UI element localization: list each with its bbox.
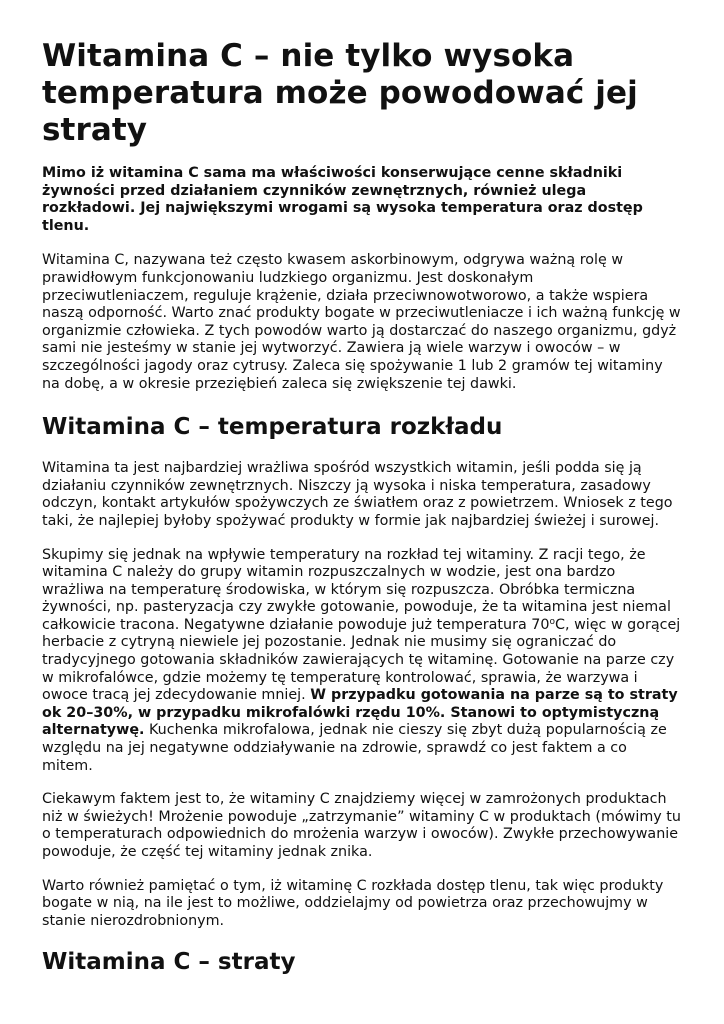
article-lead: Mimo iż witamina C sama ma właściwości konserwujące cenne składniki żywności przed działaniem czynników zewnętrznych, również ulega rozkładowi. Jej największymi wrogami są wysoka temperatura oraz dostęp tlenu. <box>42 165 643 234</box>
section-heading-losses: Witamina C – straty <box>42 949 296 976</box>
paragraph-temperature-text-a: Skupimy się jednak na wpływie temperatury na rozkład tej witaminy. Z racji tego, że witamina C należy do grupy witamin rozpuszczalnych w wodzie, jest ona bardzo wrażliwa na temperaturę środowiska, w którym się rozpuszcza. Obróbka termiczna żywności, np. pasteryzacja czy zwykłe gotowanie, powoduje, że ta witamina jest niemal całkowicie tracona. Negatywne działanie powoduje już temperatura 70 <box>42 546 671 633</box>
paragraph-temperature-text-c: Kuchenka mikrofalowa, jednak nie cieszy się zbyt dużą popularnością ze względu na jej negatywne oddziaływanie na zdrowie, sprawdź co jest faktem a co mitem. <box>42 722 667 774</box>
paragraph-freezing: Ciekawym faktem jest to, że witaminy C znajdziemy więcej w zamrożonych produktach niż w świeżych! Mrożenie powoduje „zatrzymanie” witaminy C w produktach (mówimy tu o temperaturach odpowiednich do mrożenia warzyw i owoców). Zwykłe przechowywanie powoduje, że część tej witaminy jednak znika. <box>42 791 681 860</box>
paragraph-temperature-text-b: C, więc w gorącej herbacie z cytryną niewiele jej pozostanie. Jednak nie musimy się ograniczać do tradycyjnego gotowania składników zawierających tę witaminę. Gotowanie na parze czy w mikrofalówce, gdzie możemy tę temperaturę kontrolować, sprawia, że warzywa i owoce tracą jej zdecydowanie mniej. <box>42 616 681 704</box>
paragraph-temperature <box>42 547 682 776</box>
paragraph-sensitivity: Witamina ta jest najbardziej wrażliwa spośród wszystkich witamin, jeśli podda się ją działaniu czynników zewnętrznych. Niszczy ją wysoka i niska temperatura, zasadowy odczyn, kontakt artykułów spożywczych ze światłem oraz z powietrzem. Wniosek z tego taki, że najlepiej byłoby spożywać produkty w formie jak najbardziej świeżej i surowej. <box>42 460 673 529</box>
article-title: Witamina C – nie tylko wysoka temperatura może powodować jej straty <box>42 38 638 148</box>
paragraph-temperature-highlight: W przypadku gotowania na parze są to straty ok 20–30%, w przypadku mikrofalówki rzędu 10%. Stanowi to optymistyczną alternatywę. <box>42 687 678 739</box>
paragraph-oxygen: Warto również pamiętać o tym, iż witaminę C rozkłada dostęp tlenu, tak więc produkty bogate w nią, na ile jest to możliwe, oddzielajmy od powietrza oraz przechowujmy w stanie nierozdrobnionym. <box>42 877 664 929</box>
intro-paragraph: Witamina C, nazywana też często kwasem askorbinowym, odgrywa ważną rolę w prawidłowym funkcjonowaniu ludzkiego organizmu. Jest doskonałym przeciwutleniaczem, reguluje krążenie, działa przeciwnowotworowo, a także wspiera naszą odporność. Warto znać produkty bogate w przeciwutleniacze i ich ważną funkcję w organizmie człowieka. Z tych powodów warto ją dostarczać do naszego organizmu, gdyż sami nie jesteśmy w stanie jej wytworzyć. Zawiera ją wiele warzyw i owoców – w szczególności jagody oraz cytrusy. Zaleca się spożywanie 1 lub 2 gramów tej witaminy na dobę, a w okresie przeziębień zaleca się zwiększenie tej dawki. <box>42 252 681 392</box>
degree-superscript: o <box>549 616 555 627</box>
section-heading-temperature: Witamina C – temperatura rozkładu <box>42 414 503 441</box>
